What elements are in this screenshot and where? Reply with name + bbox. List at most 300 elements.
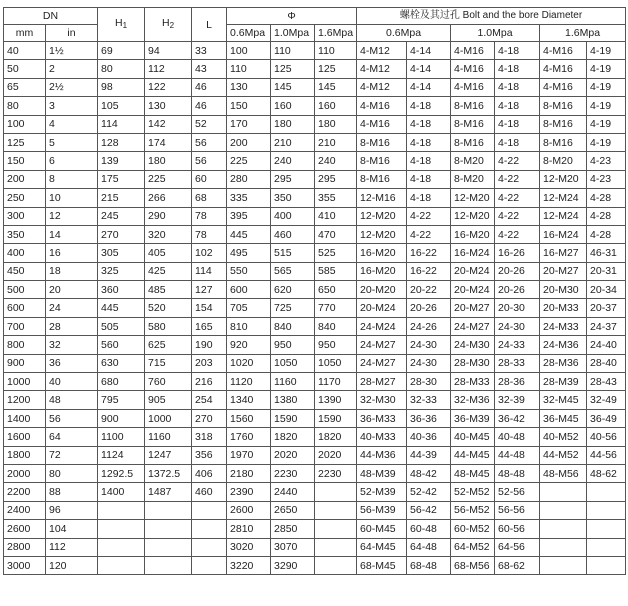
table-cell: 52-56 xyxy=(495,483,540,501)
table-cell: 245 xyxy=(98,207,145,225)
table-cell: 650 xyxy=(315,281,357,299)
table-cell: 24-40 xyxy=(587,336,626,354)
table-cell: 1400 xyxy=(4,409,46,427)
table-cell: 12-M20 xyxy=(357,225,407,243)
table-cell: 68-62 xyxy=(495,556,540,574)
table-cell: 125 xyxy=(4,133,46,151)
table-cell: 210 xyxy=(315,133,357,151)
table-cell: 1000 xyxy=(145,409,192,427)
table-cell: 12-M16 xyxy=(357,189,407,207)
table-cell: 2650 xyxy=(271,501,315,519)
table-cell: 295 xyxy=(271,170,315,188)
table-cell: 40-36 xyxy=(407,428,451,446)
table-cell: 28 xyxy=(46,317,98,335)
table-cell: 460 xyxy=(271,225,315,243)
table-cell: 2020 xyxy=(271,446,315,464)
table-cell: 840 xyxy=(271,317,315,335)
table-row xyxy=(4,538,626,556)
table-cell: 715 xyxy=(145,354,192,372)
table-cell: 16-M20 xyxy=(357,244,407,262)
table-cell: 78 xyxy=(192,207,227,225)
table-cell: 1760 xyxy=(227,428,271,446)
table-cell: 24-30 xyxy=(407,354,451,372)
table-cell: 8-M16 xyxy=(357,133,407,151)
table-cell: 20-M27 xyxy=(451,299,495,317)
table-cell: 180 xyxy=(271,115,315,133)
flange-dimension-table xyxy=(3,7,626,575)
table-cell: 28-30 xyxy=(407,373,451,391)
table-cell xyxy=(192,556,227,574)
table-cell: 48-M45 xyxy=(451,464,495,482)
table-cell: 44-48 xyxy=(495,446,540,464)
h2-header xyxy=(145,8,192,42)
table-cell: 525 xyxy=(315,244,357,262)
flange-dimension-table-container xyxy=(3,7,625,575)
table-cell: 395 xyxy=(227,207,271,225)
table-cell: 4-18 xyxy=(495,115,540,133)
table-cell: 24-M36 xyxy=(540,336,587,354)
table-cell: 170 xyxy=(227,115,271,133)
phi-header: Φ xyxy=(227,8,357,25)
table-cell: 495 xyxy=(227,244,271,262)
table-cell: 16 xyxy=(46,244,98,262)
mm-header: mm xyxy=(4,25,46,42)
table-cell: 142 xyxy=(145,115,192,133)
table-cell: 203 xyxy=(192,354,227,372)
table-cell: 125 xyxy=(271,60,315,78)
table-row xyxy=(4,464,626,482)
table-cell: 16-22 xyxy=(407,244,451,262)
table-cell: 250 xyxy=(4,189,46,207)
table-cell: 32-39 xyxy=(495,391,540,409)
table-cell: 112 xyxy=(46,538,98,556)
table-cell: 64-48 xyxy=(407,538,451,556)
table-cell: 32-M36 xyxy=(451,391,495,409)
h2-sub: 2 xyxy=(169,21,175,30)
table-cell: 64-56 xyxy=(495,538,540,556)
table-cell xyxy=(315,538,357,556)
table-cell: 100 xyxy=(4,115,46,133)
table-cell: 1340 xyxy=(227,391,271,409)
table-cell: 4-23 xyxy=(587,152,626,170)
table-cell xyxy=(98,538,145,556)
table-cell: 1600 xyxy=(4,428,46,446)
table-cell: 48-48 xyxy=(495,464,540,482)
table-cell: 4-18 xyxy=(407,170,451,188)
table-cell: 174 xyxy=(145,133,192,151)
table-cell: 4-22 xyxy=(407,225,451,243)
table-cell: 8-M16 xyxy=(451,115,495,133)
table-cell: 18 xyxy=(46,262,98,280)
table-cell: 4-18 xyxy=(407,189,451,207)
table-cell: 295 xyxy=(315,170,357,188)
table-cell: 24-M27 xyxy=(357,354,407,372)
table-cell: 175 xyxy=(98,170,145,188)
table-cell: 46 xyxy=(192,78,227,96)
table-cell xyxy=(315,483,357,501)
table-row xyxy=(4,97,626,115)
table-cell: 1247 xyxy=(145,446,192,464)
table-cell: 180 xyxy=(315,115,357,133)
table-cell: 515 xyxy=(271,244,315,262)
table-row xyxy=(4,60,626,78)
table-cell: 24-M24 xyxy=(357,317,407,335)
table-cell: 4-18 xyxy=(495,78,540,96)
dn-header: DN xyxy=(4,8,98,25)
table-cell: 56 xyxy=(192,152,227,170)
table-cell: 1200 xyxy=(4,391,46,409)
table-cell: 318 xyxy=(192,428,227,446)
table-cell: 1292.5 xyxy=(98,464,145,482)
phi-pressure-06: 0.6Mpa xyxy=(227,25,271,42)
table-cell: 36-49 xyxy=(587,409,626,427)
table-cell: 600 xyxy=(227,281,271,299)
table-cell: 78 xyxy=(192,225,227,243)
table-cell: 425 xyxy=(145,262,192,280)
table-cell: 20-37 xyxy=(587,299,626,317)
table-cell xyxy=(145,520,192,538)
table-cell: 4-28 xyxy=(587,189,626,207)
table-cell: 56-56 xyxy=(495,501,540,519)
table-cell: 20-M33 xyxy=(540,299,587,317)
table-cell: 12-M20 xyxy=(357,207,407,225)
table-cell: 2200 xyxy=(4,483,46,501)
table-cell: 460 xyxy=(192,483,227,501)
table-cell xyxy=(315,556,357,574)
table-cell: 2600 xyxy=(227,501,271,519)
table-cell: 4-18 xyxy=(495,97,540,115)
bolt-pressure-06: 0.6Mpa xyxy=(357,25,451,42)
table-cell: 20-M30 xyxy=(540,281,587,299)
table-cell: 355 xyxy=(315,189,357,207)
table-cell: 2180 xyxy=(227,464,271,482)
table-cell: 8-M20 xyxy=(451,152,495,170)
table-cell: 190 xyxy=(192,336,227,354)
table-cell: 4-22 xyxy=(495,189,540,207)
table-cell: 560 xyxy=(98,336,145,354)
h1-main: H xyxy=(114,17,123,29)
table-cell: 406 xyxy=(192,464,227,482)
table-cell: 8-M16 xyxy=(451,133,495,151)
table-cell: 24-M27 xyxy=(357,336,407,354)
table-cell: 36-M45 xyxy=(540,409,587,427)
table-cell: 300 xyxy=(4,207,46,225)
table-cell: 240 xyxy=(315,152,357,170)
table-cell: 105 xyxy=(98,97,145,115)
table-cell: 625 xyxy=(145,336,192,354)
bolt-pressure-16: 1.6Mpa xyxy=(540,25,626,42)
table-cell: 52-M39 xyxy=(357,483,407,501)
table-cell: 4-19 xyxy=(587,42,626,60)
table-cell: 1560 xyxy=(227,409,271,427)
table-cell: 4-18 xyxy=(495,42,540,60)
table-cell xyxy=(98,556,145,574)
table-cell: 1170 xyxy=(315,373,357,391)
table-cell: 505 xyxy=(98,317,145,335)
table-cell: 4-18 xyxy=(495,133,540,151)
table-cell: 2½ xyxy=(46,78,98,96)
table-cell: 3 xyxy=(46,97,98,115)
table-cell: 210 xyxy=(271,133,315,151)
table-cell: 110 xyxy=(227,60,271,78)
table-cell: 130 xyxy=(227,78,271,96)
in-header: in xyxy=(46,25,98,42)
table-cell: 770 xyxy=(315,299,357,317)
table-row xyxy=(4,409,626,427)
table-cell: 1050 xyxy=(315,354,357,372)
table-cell: 4-14 xyxy=(407,60,451,78)
table-cell: 405 xyxy=(145,244,192,262)
table-cell: 20-26 xyxy=(495,281,540,299)
table-cell: 8-M20 xyxy=(540,152,587,170)
table-cell: 2020 xyxy=(315,446,357,464)
table-cell: 125 xyxy=(315,60,357,78)
table-cell: 28-36 xyxy=(495,373,540,391)
table-cell: 68-M45 xyxy=(357,556,407,574)
table-cell: 24-33 xyxy=(495,336,540,354)
bolt-pressure-10: 1.0Mpa xyxy=(451,25,540,42)
table-cell: 68-M56 xyxy=(451,556,495,574)
h1-sub: 1 xyxy=(122,21,128,30)
table-cell: 900 xyxy=(98,409,145,427)
table-cell: 8-M16 xyxy=(357,170,407,188)
table-cell: 43 xyxy=(192,60,227,78)
table-cell: 4-18 xyxy=(407,97,451,115)
table-row xyxy=(4,391,626,409)
table-cell: 56 xyxy=(46,409,98,427)
table-row xyxy=(4,556,626,574)
table-cell: 2810 xyxy=(227,520,271,538)
table-cell: 127 xyxy=(192,281,227,299)
table-cell: 760 xyxy=(145,373,192,391)
table-cell: 24-26 xyxy=(407,317,451,335)
table-cell: 216 xyxy=(192,373,227,391)
table-cell: 3290 xyxy=(271,556,315,574)
table-cell: 356 xyxy=(192,446,227,464)
table-cell xyxy=(587,556,626,574)
table-cell: 4-M16 xyxy=(357,115,407,133)
table-cell: 14 xyxy=(46,225,98,243)
table-cell: 52-M52 xyxy=(451,483,495,501)
table-cell: 795 xyxy=(98,391,145,409)
table-cell: 450 xyxy=(4,262,46,280)
table-cell: 200 xyxy=(4,170,46,188)
table-cell: 1820 xyxy=(271,428,315,446)
table-cell: 40-48 xyxy=(495,428,540,446)
table-cell: 800 xyxy=(4,336,46,354)
table-body xyxy=(4,42,626,575)
table-cell: 4-18 xyxy=(495,60,540,78)
table-cell xyxy=(540,520,587,538)
table-cell: 3070 xyxy=(271,538,315,556)
table-cell: 8 xyxy=(46,170,98,188)
table-cell: 64-M52 xyxy=(451,538,495,556)
table-cell: 44-M45 xyxy=(451,446,495,464)
table-row xyxy=(4,428,626,446)
table-cell: 32 xyxy=(46,336,98,354)
table-cell: 2000 xyxy=(4,464,46,482)
table-cell: 48-M56 xyxy=(540,464,587,482)
table-cell: 40-M45 xyxy=(451,428,495,446)
table-cell: 4-18 xyxy=(407,133,451,151)
table-cell: 145 xyxy=(271,78,315,96)
table-cell: 2850 xyxy=(271,520,315,538)
table-cell: 270 xyxy=(192,409,227,427)
table-cell: 4-M16 xyxy=(451,42,495,60)
table-cell: 44-M52 xyxy=(540,446,587,464)
table-cell: 4-M16 xyxy=(451,78,495,96)
table-cell: 8-M16 xyxy=(357,152,407,170)
table-cell: 32-M30 xyxy=(357,391,407,409)
table-cell: 145 xyxy=(315,78,357,96)
table-cell: 4-23 xyxy=(587,170,626,188)
table-cell: 69 xyxy=(98,42,145,60)
table-cell: 4-28 xyxy=(587,225,626,243)
table-cell: 28-33 xyxy=(495,354,540,372)
table-cell: 36 xyxy=(46,354,98,372)
table-cell: 1000 xyxy=(4,373,46,391)
table-cell: 36-M33 xyxy=(357,409,407,427)
table-cell: 180 xyxy=(145,152,192,170)
table-cell: 4-M16 xyxy=(540,78,587,96)
table-cell: 6 xyxy=(46,152,98,170)
table-cell: 114 xyxy=(98,115,145,133)
table-cell xyxy=(540,556,587,574)
table-cell: 1100 xyxy=(98,428,145,446)
table-cell: 12 xyxy=(46,207,98,225)
table-cell: 1380 xyxy=(271,391,315,409)
table-cell xyxy=(145,501,192,519)
table-cell: 4-19 xyxy=(587,97,626,115)
table-cell: 139 xyxy=(98,152,145,170)
table-cell: 12-M24 xyxy=(540,189,587,207)
table-cell: 150 xyxy=(4,152,46,170)
table-cell: 4 xyxy=(46,115,98,133)
phi-pressure-10: 1.0Mpa xyxy=(271,25,315,42)
table-cell: 46 xyxy=(192,97,227,115)
table-row xyxy=(4,262,626,280)
table-cell: 290 xyxy=(145,207,192,225)
table-cell: 130 xyxy=(145,97,192,115)
table-cell: 16-22 xyxy=(407,262,451,280)
table-cell: 4-M16 xyxy=(451,60,495,78)
table-cell xyxy=(540,501,587,519)
table-cell xyxy=(587,501,626,519)
table-cell xyxy=(587,483,626,501)
table-cell: 16-M27 xyxy=(540,244,587,262)
table-row xyxy=(4,520,626,538)
table-cell: 3020 xyxy=(227,538,271,556)
table-cell: 1970 xyxy=(227,446,271,464)
table-cell: 60-56 xyxy=(495,520,540,538)
table-cell: 4-14 xyxy=(407,78,451,96)
table-cell: 325 xyxy=(98,262,145,280)
table-cell: 1590 xyxy=(315,409,357,427)
table-cell: 20-31 xyxy=(587,262,626,280)
table-cell: 28-M36 xyxy=(540,354,587,372)
table-cell: 56 xyxy=(192,133,227,151)
table-cell: 350 xyxy=(4,225,46,243)
table-cell: 28-M33 xyxy=(451,373,495,391)
table-cell: 40-M52 xyxy=(540,428,587,446)
table-row xyxy=(4,501,626,519)
table-row xyxy=(4,336,626,354)
table-cell: 100 xyxy=(227,42,271,60)
table-cell: 2400 xyxy=(4,501,46,519)
table-cell: 112 xyxy=(145,60,192,78)
table-cell: 33 xyxy=(192,42,227,60)
table-cell: 50 xyxy=(4,60,46,78)
table-cell: 2230 xyxy=(271,464,315,482)
table-cell: 24 xyxy=(46,299,98,317)
table-cell: 160 xyxy=(315,97,357,115)
table-cell: 350 xyxy=(271,189,315,207)
table-cell: 4-19 xyxy=(587,115,626,133)
table-cell xyxy=(145,556,192,574)
table-cell: 4-19 xyxy=(587,133,626,151)
table-cell: 65 xyxy=(4,78,46,96)
table-cell: 280 xyxy=(227,170,271,188)
table-cell: 160 xyxy=(271,97,315,115)
table-cell: 200 xyxy=(227,133,271,151)
table-cell: 4-M16 xyxy=(540,42,587,60)
table-cell: 1590 xyxy=(271,409,315,427)
table-cell: 60-M45 xyxy=(357,520,407,538)
table-cell: 4-M16 xyxy=(540,60,587,78)
table-cell: 8-M16 xyxy=(540,115,587,133)
table-cell: 16-26 xyxy=(495,244,540,262)
table-cell xyxy=(540,483,587,501)
table-cell: 520 xyxy=(145,299,192,317)
table-cell: 20-22 xyxy=(407,281,451,299)
table-cell: 1120 xyxy=(227,373,271,391)
table-cell: 12-M20 xyxy=(451,189,495,207)
table-cell: 154 xyxy=(192,299,227,317)
h2-main: H xyxy=(161,17,170,29)
table-row xyxy=(4,78,626,96)
table-cell: 335 xyxy=(227,189,271,207)
table-cell: 20-M20 xyxy=(357,281,407,299)
table-cell: 2440 xyxy=(271,483,315,501)
table-cell: 705 xyxy=(227,299,271,317)
table-cell: 225 xyxy=(227,152,271,170)
table-cell: 950 xyxy=(315,336,357,354)
table-cell: 410 xyxy=(315,207,357,225)
table-cell: 114 xyxy=(192,262,227,280)
table-cell: 1372.5 xyxy=(145,464,192,482)
table-cell: 254 xyxy=(192,391,227,409)
table-cell: 500 xyxy=(4,281,46,299)
table-cell: 1160 xyxy=(145,428,192,446)
table-cell: 16-M20 xyxy=(451,225,495,243)
table-cell xyxy=(587,520,626,538)
table-cell: 60 xyxy=(192,170,227,188)
header-row-2 xyxy=(4,25,626,42)
table-cell: 44-M36 xyxy=(357,446,407,464)
table-cell: 485 xyxy=(145,281,192,299)
table-cell: 305 xyxy=(98,244,145,262)
table-cell: 52-42 xyxy=(407,483,451,501)
table-cell: 10 xyxy=(46,189,98,207)
table-cell: 72 xyxy=(46,446,98,464)
table-cell: 4-28 xyxy=(587,207,626,225)
table-cell: 24-30 xyxy=(407,336,451,354)
l-header: L xyxy=(192,8,227,42)
table-row xyxy=(4,446,626,464)
table-cell: 48-62 xyxy=(587,464,626,482)
table-cell: 4-M12 xyxy=(357,42,407,60)
table-cell: 48 xyxy=(46,391,98,409)
